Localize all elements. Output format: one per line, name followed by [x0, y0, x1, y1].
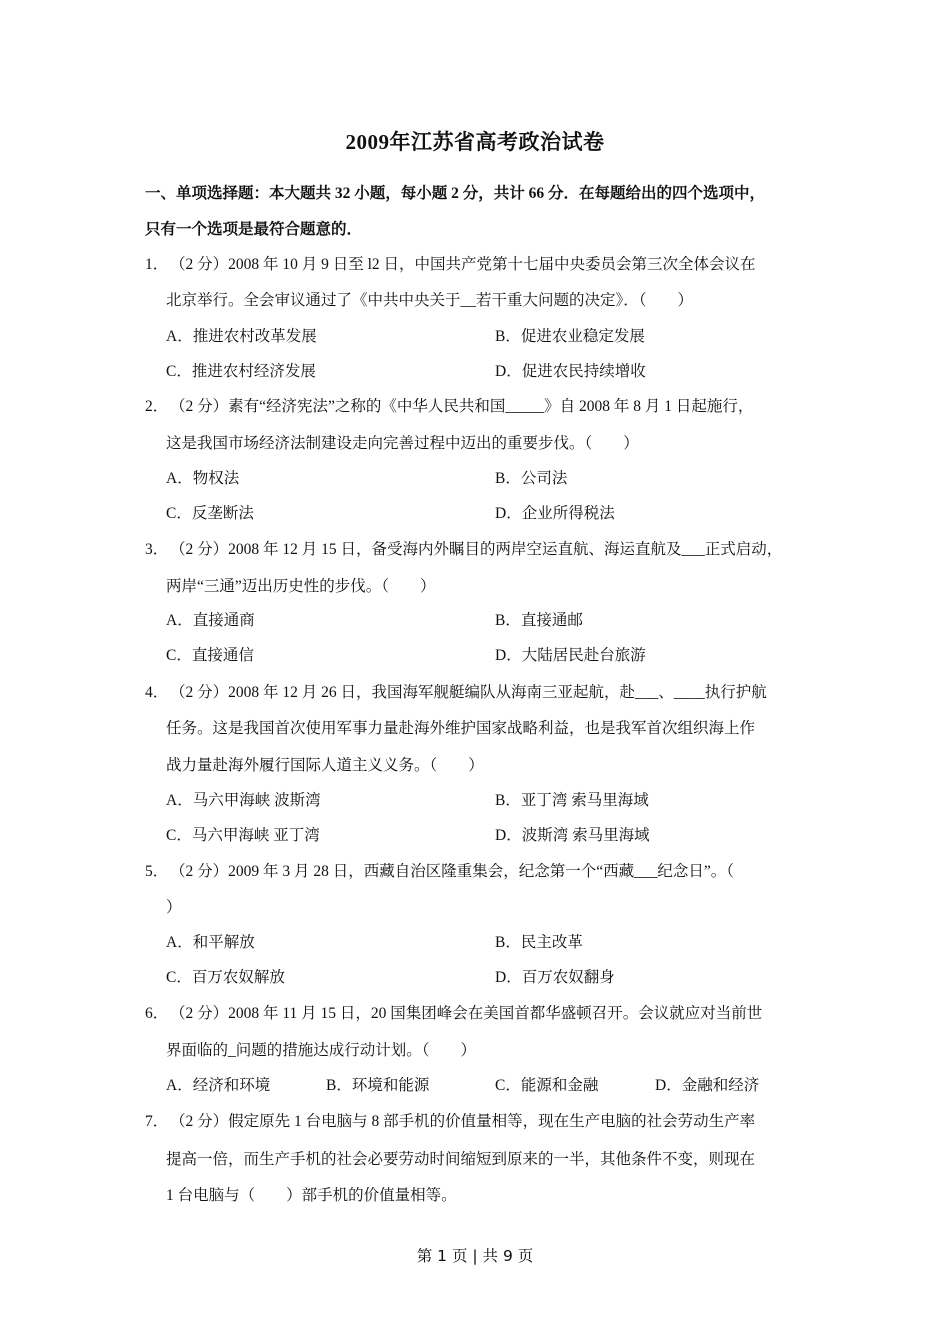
- option-b: B．民主改革: [495, 934, 583, 951]
- option-b: B．环境和能源: [326, 1077, 430, 1094]
- option-a: A．直接通商: [166, 612, 255, 629]
- option-d: D．百万农奴翻身: [495, 969, 615, 986]
- option-d: D．波斯湾 索马里海域: [495, 827, 650, 844]
- question-text: 战力量赴海外履行国际人道主义义务。（ ）: [166, 757, 484, 774]
- option-c: C．马六甲海峡 亚丁湾: [166, 827, 320, 844]
- question-text: （2 分）2008 年 12 月 26 日，我国海军舰艇编队从海南三亚起航，赴___、____执行护航: [170, 684, 767, 701]
- section-instructions-line2: 只有一个选项是最符合题意的．: [145, 221, 363, 238]
- question-text: （2 分）2008 年 12 月 15 日，备受海内外瞩目的两岸空运直航、海运直航及___正式启动，: [170, 541, 783, 558]
- question-number: 7．: [145, 1113, 169, 1130]
- option-c: C．反垄断法: [166, 505, 254, 522]
- option-d: D．促进农民持续增收: [495, 363, 646, 380]
- option-b: B．直接通邮: [495, 612, 583, 629]
- question-text: （2 分）2009 年 3 月 28 日，西藏自治区隆重集会，纪念第一个“西藏___纪念日”。（: [170, 863, 735, 880]
- option-b: B．促进农业稳定发展: [495, 328, 645, 345]
- question-text: 两岸“三通”迈出历史性的步伐。（ ）: [166, 578, 436, 595]
- question-text: 任务。这是我国首次使用军事力量赴海外维护国家战略利益，也是我军首次组织海上作: [166, 720, 756, 737]
- question-text: 1 台电脑与（ ）部手机的价值量相等。: [166, 1187, 457, 1204]
- option-b: B．亚丁湾 索马里海域: [495, 792, 649, 809]
- option-a: A．马六甲海峡 波斯湾: [166, 792, 321, 809]
- page-footer: 第 1 页 | 共 9 页: [416, 1247, 534, 1265]
- question-number: 4．: [145, 684, 169, 701]
- section-instructions-line1: 一、单项选择题：本大题共 32 小题，每小题 2 分，共计 66 分．在每题给出的四个选项中，: [145, 185, 766, 202]
- question-number: 5．: [145, 863, 169, 880]
- question-text: 提高一倍，而生产手机的社会必要劳动时间缩短到原来的一半，其他条件不变，则现在: [166, 1151, 756, 1168]
- question-text: 这是我国市场经济法制建设走向完善过程中迈出的重要步伐。（ ）: [166, 435, 639, 452]
- option-a: A．和平解放: [166, 934, 255, 951]
- option-d: D．企业所得税法: [495, 505, 615, 522]
- question-text: （2 分）2008 年 10 月 9 日至 l2 日，中国共产党第十七届中央委员会第三次全体会议在: [170, 256, 756, 273]
- option-c: C．推进农村经济发展: [166, 363, 316, 380]
- option-d: D．大陆居民赴台旅游: [495, 647, 646, 664]
- question-text: 界面临的_问题的措施达成行动计划。（ ）: [166, 1042, 477, 1059]
- option-a: A．推进农村改革发展: [166, 328, 317, 345]
- question-text: （2 分）假定原先 1 台电脑与 8 部手机的价值量相等，现在生产电脑的社会劳动生产率: [170, 1113, 756, 1130]
- page-title: 2009年江苏省高考政治试卷: [345, 130, 605, 154]
- option-a: A．经济和环境: [166, 1077, 271, 1094]
- option-c: C．百万农奴解放: [166, 969, 285, 986]
- option-a: A．物权法: [166, 470, 240, 487]
- question-text: （2 分）素有“经济宪法”之称的《中华人民共和国_____》自 2008 年 8 月 1 日起施行，: [170, 398, 754, 415]
- question-text: 北京举行。全会审议通过了《中共中央关于__若干重大问题的决定》．（ ）: [166, 292, 694, 309]
- question-number: 2．: [145, 398, 169, 415]
- option-b: B．公司法: [495, 470, 568, 487]
- option-d: D．金融和经济: [655, 1077, 760, 1094]
- option-c: C．直接通信: [166, 647, 254, 664]
- question-text: （2 分）2008 年 11 月 15 日，20 国集团峰会在美国首都华盛顿召开。会议就应对当前世: [170, 1005, 763, 1022]
- question-number: 6．: [145, 1005, 169, 1022]
- option-c: C．能源和金融: [495, 1077, 599, 1094]
- question-number: 3．: [145, 541, 169, 558]
- question-number: 1．: [145, 256, 169, 273]
- question-text: ）: [166, 899, 182, 916]
